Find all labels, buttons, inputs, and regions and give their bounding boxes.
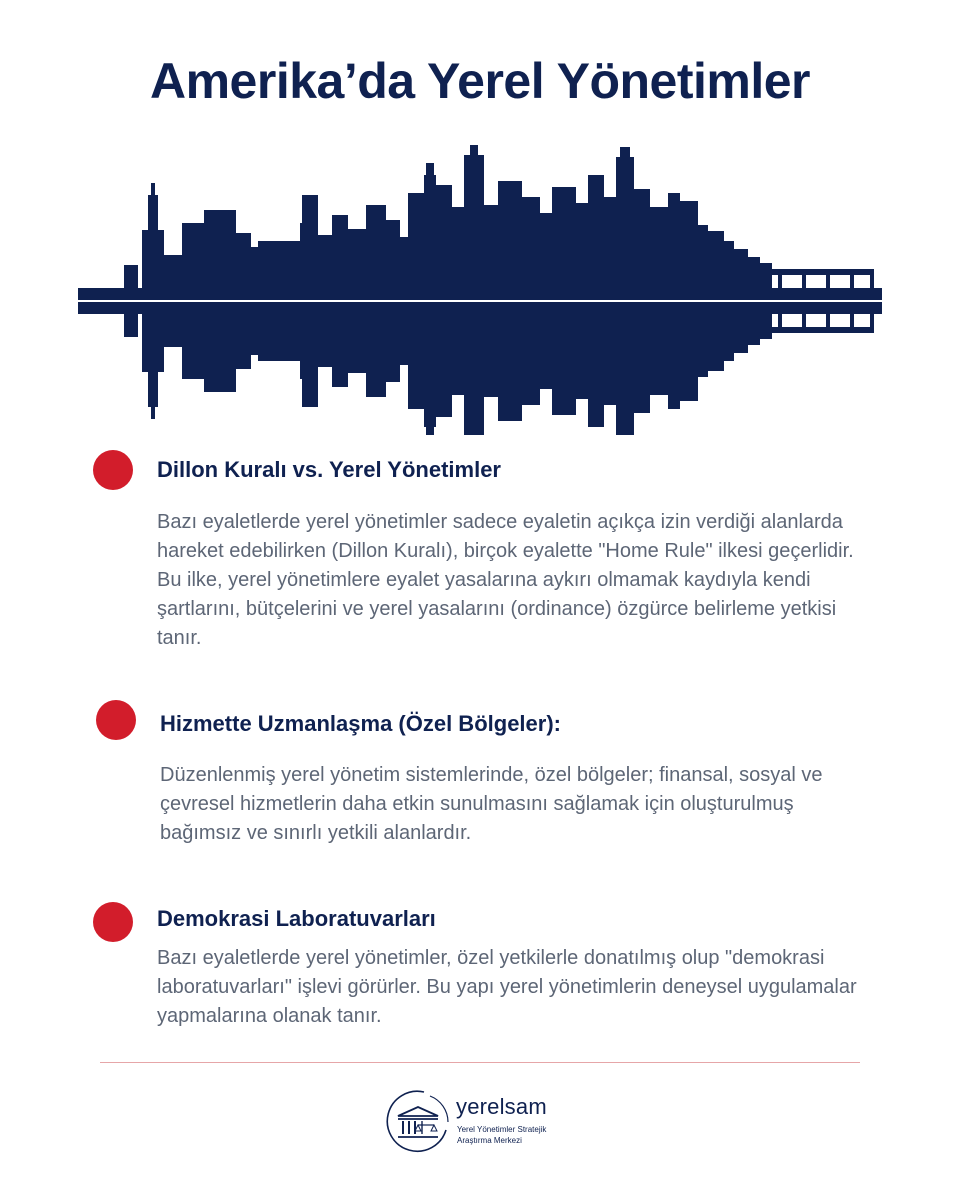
- red-bullet-icon: [93, 902, 133, 942]
- section-body: Düzenlenmiş yerel yönetim sistemlerinde, özel bölgeler; finansal, sosyal ve çevresel hizmetlerin daha etkin sunulmasını sağlamak için oluşturulmuş bağımsız ve sınırlı yetkili alanlardır.: [160, 764, 823, 844]
- yerelsam-logo: [384, 1088, 584, 1158]
- section-title: Dillon Kuralı vs. Yerel Yönetimler: [157, 457, 501, 482]
- logo-wordmark: yerelsam: [456, 1094, 547, 1119]
- section-body: Bazı eyaletlerde yerel yönetimler, özel yetkilerle donatılmış olup "demokrasi laboratuvarları" işlevi görürler. Bu yapı yerel yönetimlerin deneysel uygulamalar yapmalarına olanak tanır.: [157, 947, 857, 1027]
- courthouse-scales-logo-icon: [384, 1088, 452, 1156]
- footer-divider: [100, 1062, 860, 1063]
- skyline-buildings: [78, 145, 882, 300]
- red-bullet-icon: [96, 700, 136, 740]
- skyline-reflection: [78, 302, 882, 435]
- city-skyline-illustration: [78, 145, 882, 435]
- section-body: Bazı eyaletlerde yerel yönetimler sadece eyaletin açıkça izin verdiği alanlarda hareket edebilirken (Dillon Kuralı), birçok eyalette "Home Rule" ilkesi geçerlidir. Bu ilke, yerel yönetimlere eyalet yasalarına aykırı olmamak kaydıyla kendi şartlarını, bütçelerini ve yerel yasalarını (ordinance) özgürce belirleme yetkisi tanır.: [157, 511, 854, 649]
- logo-subtitle: Yerel Yönetimler Stratejik Araştırma Merkezi: [457, 1125, 547, 1145]
- red-bullet-icon: [93, 450, 133, 490]
- page-title: Amerika’da Yerel Yönetimler: [149, 53, 810, 109]
- section-title: Demokrasi Laboratuvarları: [157, 906, 436, 931]
- section-title: Hizmette Uzmanlaşma (Özel Bölgeler):: [160, 711, 561, 736]
